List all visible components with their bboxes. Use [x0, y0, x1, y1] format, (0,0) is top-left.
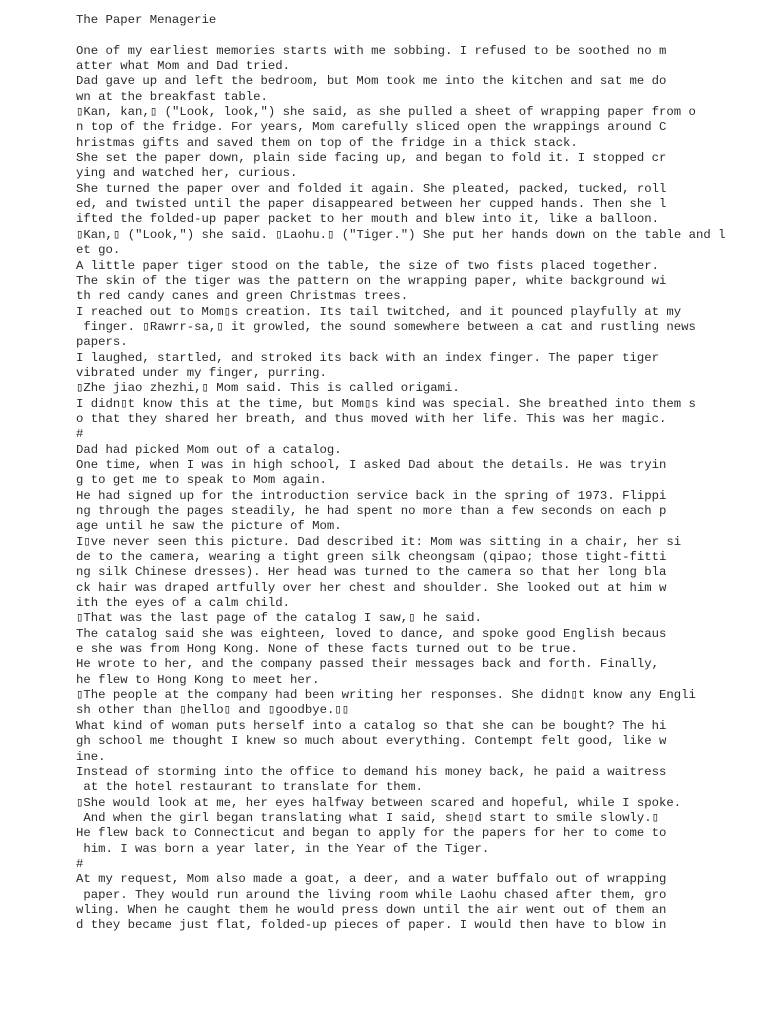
document-line: I▯ve never seen this picture. Dad described it: Mom was sitting in a chair, her si [76, 534, 682, 549]
document-title: The Paper Menagerie [76, 13, 217, 27]
document-line: And when the girl began translating what I said, she▯d start to smile slowly.▯ [76, 810, 660, 825]
document-line: d they became just flat, folded-up pieces of paper. I would then have to blow in [76, 918, 667, 933]
document-line: # [76, 427, 84, 442]
document-line: She set the paper down, plain side facing up, and began to fold it. I stopped cr [76, 151, 667, 166]
document-line: What kind of woman puts herself into a catalog so that she can be bought? The hi [76, 718, 667, 733]
document-line: Dad gave up and left the bedroom, but Mom took me into the kitchen and sat me do [76, 74, 667, 89]
document-line: vibrated under my finger, purring. [76, 365, 327, 380]
document-line: Dad had picked Mom out of a catalog. [76, 442, 342, 457]
document-line: ▯That was the last page of the catalog I saw,▯ he said. [76, 611, 482, 626]
document-line: Instead of storming into the office to demand his money back, he paid a waitress [76, 764, 667, 779]
document-line: papers. [76, 335, 128, 350]
document-line: ith the eyes of a calm child. [76, 596, 291, 611]
document-line: th red candy canes and green Christmas trees. [76, 289, 409, 304]
document-line: ying and watched her, curious. [76, 166, 298, 181]
document-text [76, 13, 725, 934]
document-line: paper. They would run around the living room while Laohu chased after them, gro [76, 887, 667, 902]
document-line: ▯The people at the company had been writing her responses. She didn▯t know any Engli [76, 688, 696, 703]
document-line: finger. ▯Rawrr-sa,▯ it growled, the sound somewhere between a cat and rustling news [76, 319, 696, 334]
document-line: # [76, 856, 84, 871]
document-line: ine. [76, 749, 106, 764]
document-line: She turned the paper over and folded it again. She pleated, packed, tucked, roll [76, 181, 667, 196]
document-line: ▯Kan, kan,▯ ("Look, look,") she said, as she pulled a sheet of wrapping paper from o [76, 105, 696, 120]
document-line: He flew back to Connecticut and began to apply for the papers for her to come to [76, 826, 667, 841]
document-line: ▯Zhe jiao zhezhi,▯ Mom said. This is called origami. [76, 381, 460, 396]
document-line: atter what Mom and Dad tried. [76, 59, 291, 74]
document-line: I laughed, startled, and stroked its back with an index finger. The paper tiger [76, 350, 659, 365]
document-line: wn at the breakfast table. [76, 89, 268, 104]
document-line: The skin of the tiger was the pattern on the wrapping paper, white background wi [76, 273, 667, 288]
document-line: One time, when I was in high school, I asked Dad about the details. He was tryin [76, 457, 667, 472]
document-line: o that they shared her breath, and thus moved with her life. This was her magic. [76, 411, 667, 426]
document-line: ▯She would look at me, her eyes halfway between scared and hopeful, while I spoke. [76, 795, 682, 810]
document-line: g to get me to speak to Mom again. [76, 473, 327, 488]
document-line: age until he saw the picture of Mom. [76, 519, 342, 534]
document-line: A little paper tiger stood on the table, the size of two fists placed together. [76, 258, 659, 273]
document-line: The catalog said she was eighteen, loved to dance, and spoke good English becaus [76, 626, 667, 641]
document-line: ng silk Chinese dresses). Her head was turned to the camera so that her long bla [76, 565, 667, 580]
document-line: n top of the fridge. For years, Mom carefully sliced open the wrappings around C [76, 120, 667, 135]
document-line: ng through the pages steadily, he had spent no more than a few seconds on each p [76, 504, 667, 518]
document-line: he flew to Hong Kong to meet her. [76, 672, 320, 687]
document-line: hristmas gifts and saved them on top of the fridge in a thick stack. [76, 135, 578, 150]
document-line [76, 28, 725, 43]
document-line: One of my earliest memories starts with me sobbing. I refused to be soothed no m [76, 43, 667, 58]
document-line: At my request, Mom also made a goat, a deer, and a water buffalo out of wrapping [76, 872, 667, 887]
document-line: sh other than ▯hello▯ and ▯goodbye.▯▯ [76, 703, 350, 718]
document-line: wling. When he caught them he would press down until the air went out of them an [76, 902, 667, 917]
document-line: He wrote to her, and the company passed their messages back and forth. Finally, [76, 657, 659, 672]
document-line: de to the camera, wearing a tight green silk cheongsam (qipao; those tight-fitti [76, 550, 667, 565]
document-line: at the hotel restaurant to translate for them. [76, 780, 423, 795]
document-line: ck hair was draped artfully over her chest and shoulder. She looked out at him w [76, 580, 667, 595]
document-line: I didn▯t know this at the time, but Mom▯s kind was special. She breathed into them s [76, 396, 696, 411]
document-line: ▯Kan,▯ ("Look,") she said. ▯Laohu.▯ ("Tiger.") She put her hands down on the table and l [76, 227, 726, 242]
document-line: ed, and twisted until the paper disappeared between her cupped hands. Then she l [76, 197, 667, 212]
document-line: I reached out to Mom▯s creation. Its tail twitched, and it pounced playfully at my [76, 304, 682, 319]
document-line: e she was from Hong Kong. None of these facts turned out to be true. [76, 642, 578, 657]
document-line: gh school me thought I knew so much about everything. Contempt felt good, like w [76, 734, 667, 749]
document-line: et go. [76, 243, 121, 258]
document-line: him. I was born a year later, in the Year of the Tiger. [76, 841, 490, 856]
document-line: He had signed up for the introduction service back in the spring of 1973. Flippi [76, 488, 667, 503]
document-line: ifted the folded-up paper packet to her mouth and blew into it, like a balloon. [76, 212, 659, 227]
